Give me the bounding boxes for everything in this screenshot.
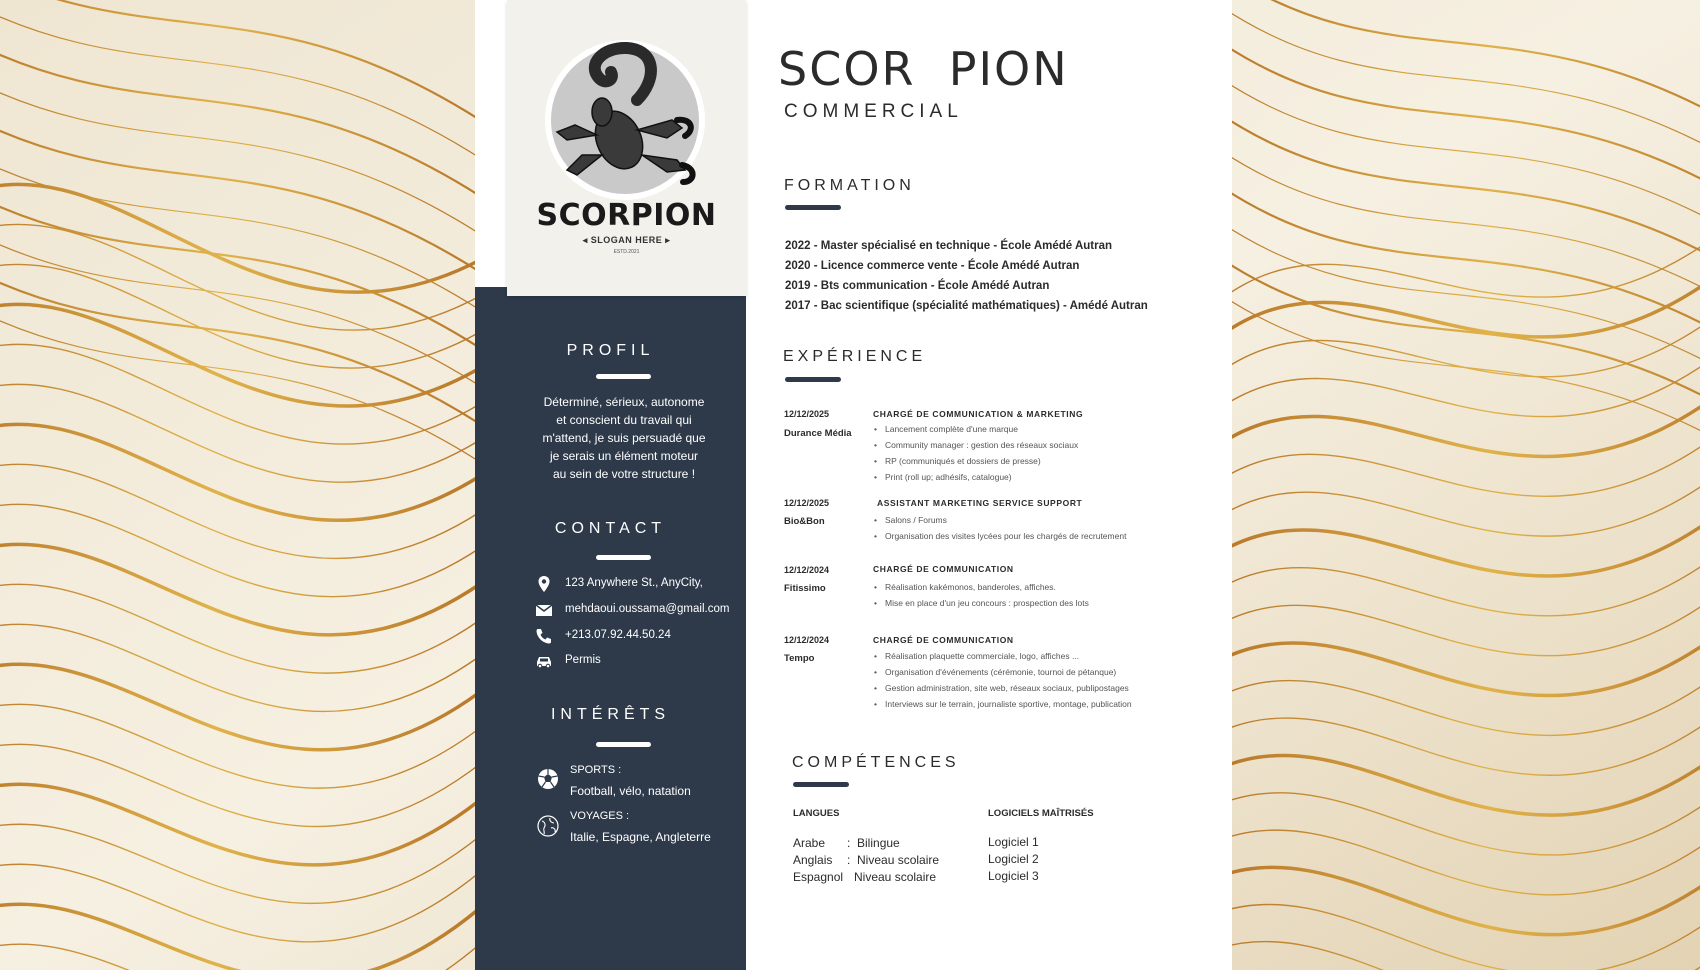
logo-margin — [475, 0, 507, 287]
location-pin-icon — [535, 575, 553, 593]
exp-bullet: • Salons / Forums — [885, 515, 947, 525]
logiciel-item: Logiciel 1 — [988, 835, 1039, 849]
interet-voyages-value: Italie, Espagne, Angleterre — [570, 830, 711, 844]
contact-phone-text[interactable]: +213.07.92.44.50.24 — [565, 629, 671, 641]
formation-line: 2020 - Licence commerce vente - École Amédé Autran — [785, 260, 1080, 272]
exp-bullet: • RP (communiqués et dossiers de presse) — [885, 456, 1041, 466]
interet-sports-value: Football, vélo, natation — [570, 784, 691, 798]
profil-line: m'attend, je suis persuadé que — [542, 431, 706, 445]
resume-page — [475, 0, 1232, 970]
exp-bullet: • Organisation des visites lycées pour les chargés de recrutement — [885, 531, 1126, 541]
langue-level-text: Bilingue — [857, 836, 900, 850]
competences-underline — [793, 782, 849, 787]
exp-title: CHARGÉ DE COMMUNICATION — [873, 635, 1014, 645]
profil-text — [535, 393, 713, 483]
exp-bullet: • Lancement complète d'une marque — [885, 424, 1018, 434]
formation-line: 2017 - Bac scientifique (spécialité mathématiques) - Amédé Autran — [785, 300, 1148, 312]
exp-date: 12/12/2024 — [784, 635, 830, 645]
soccer-ball-icon — [537, 768, 559, 790]
job-title: COMMERCIAL — [784, 101, 963, 122]
exp-bullet: • Mise en place d'un jeu concours : prospection des lots — [885, 598, 1089, 608]
interet-sports-label: SPORTS : — [570, 764, 622, 776]
exp-company: Tempo — [784, 653, 815, 664]
interets-underline — [596, 742, 651, 747]
contact-heading: CONTACT — [554, 520, 667, 537]
logo-slogan: ◂ SLOGAN HERE ▸ — [582, 235, 671, 245]
exp-bullet: • Réalisation plaquette commerciale, logo, affiches ... — [885, 651, 1079, 661]
contact-phone[interactable] — [535, 627, 755, 647]
experience-underline — [785, 377, 841, 382]
profil-heading: PROFIL — [566, 342, 655, 359]
competences-heading: COMPÉTENCES — [792, 754, 960, 771]
contact-address-text: 123 Anywhere St., AnyCity, — [565, 577, 703, 589]
contact-permis — [535, 652, 755, 672]
logo-estd: ESTD.2021 — [613, 249, 640, 255]
logo-card — [507, 0, 746, 296]
exp-title: CHARGÉ DE COMMUNICATION & MARKETING — [873, 409, 1084, 419]
logo-title: SCORPION — [536, 198, 717, 233]
contact-underline — [596, 555, 651, 560]
logiciels-heading: LOGICIELS MAÎTRISÉS — [988, 808, 1094, 819]
logiciel-item: Logiciel 3 — [988, 869, 1039, 883]
contact-permis-text: Permis — [565, 654, 601, 666]
phone-icon — [535, 627, 553, 645]
exp-company: Bio&Bon — [784, 516, 825, 527]
watermark-logo: خمسات — [745, 900, 950, 963]
envelope-icon — [535, 601, 553, 619]
langue-name: Arabe — [793, 836, 826, 850]
formation-underline — [785, 205, 841, 210]
exp-title: CHARGÉ DE COMMUNICATION — [873, 564, 1014, 574]
profil-line: au sein de votre structure ! — [552, 467, 696, 481]
exp-date: 12/12/2025 — [784, 498, 830, 508]
contact-email-text[interactable]: mehdaoui.oussama@gmail.com — [565, 603, 730, 615]
profil-line: je serais un élément moteur — [549, 449, 699, 463]
exp-bullet: • Print (roll up; adhésifs, catalogue) — [885, 472, 1012, 482]
exp-bullet: • Community manager : gestion des réseaux sociaux — [885, 440, 1078, 450]
exp-bullet: • Interviews sur le terrain, journaliste sportive, montage, publication — [885, 699, 1132, 709]
exp-date: 12/12/2024 — [784, 565, 830, 575]
exp-bullet: • Organisation d'événements (cérémonie, tournoi de pétanque) — [885, 667, 1116, 677]
langue-level: : Bilingue — [847, 836, 900, 850]
langue-level: : Niveau scolaire — [847, 853, 940, 867]
langue-level — [854, 870, 936, 884]
interet-voyages-label: VOYAGES : — [570, 810, 630, 822]
exp-company: Durance Média — [784, 428, 852, 439]
exp-title: ASSISTANT MARKETING SERVICE SUPPORT — [877, 498, 1083, 508]
profil-line: Déterminé, sérieux, autonome — [543, 395, 705, 409]
formation-line: 2019 - Bts communication - École Amédé Autran — [785, 280, 1050, 292]
profil-underline — [596, 374, 651, 379]
car-icon — [535, 652, 553, 670]
exp-date: 12/12/2025 — [784, 409, 830, 419]
langue-name: Anglais — [793, 853, 833, 867]
contact-address — [535, 575, 755, 595]
langue-name: Espagnol — [793, 870, 844, 884]
exp-bullet: • Réalisation kakémonos, banderoles, affiches. — [885, 582, 1056, 592]
exp-company: Fitissimo — [784, 583, 826, 594]
logiciel-item: Logiciel 2 — [988, 852, 1039, 866]
globe-icon — [537, 815, 559, 837]
contact-email[interactable] — [535, 601, 755, 621]
interets-heading: INTÉRÊTS — [550, 706, 671, 723]
exp-bullet: • Gestion administration, site web, réseaux sociaux, publipostages — [885, 683, 1129, 693]
langues-heading: LANGUES — [793, 808, 840, 819]
experience-heading: EXPÉRIENCE — [783, 348, 927, 365]
formation-heading: FORMATION — [784, 177, 915, 194]
langue-level-text: Niveau scolaire — [854, 870, 937, 884]
profil-line: et conscient du travail qui — [556, 413, 692, 427]
langue-level-text: Niveau scolaire — [857, 853, 940, 867]
candidate-name: SCOR PION — [778, 42, 1069, 96]
formation-line: 2022 - Master spécialisé en technique - École Amédé Autran — [785, 240, 1113, 252]
